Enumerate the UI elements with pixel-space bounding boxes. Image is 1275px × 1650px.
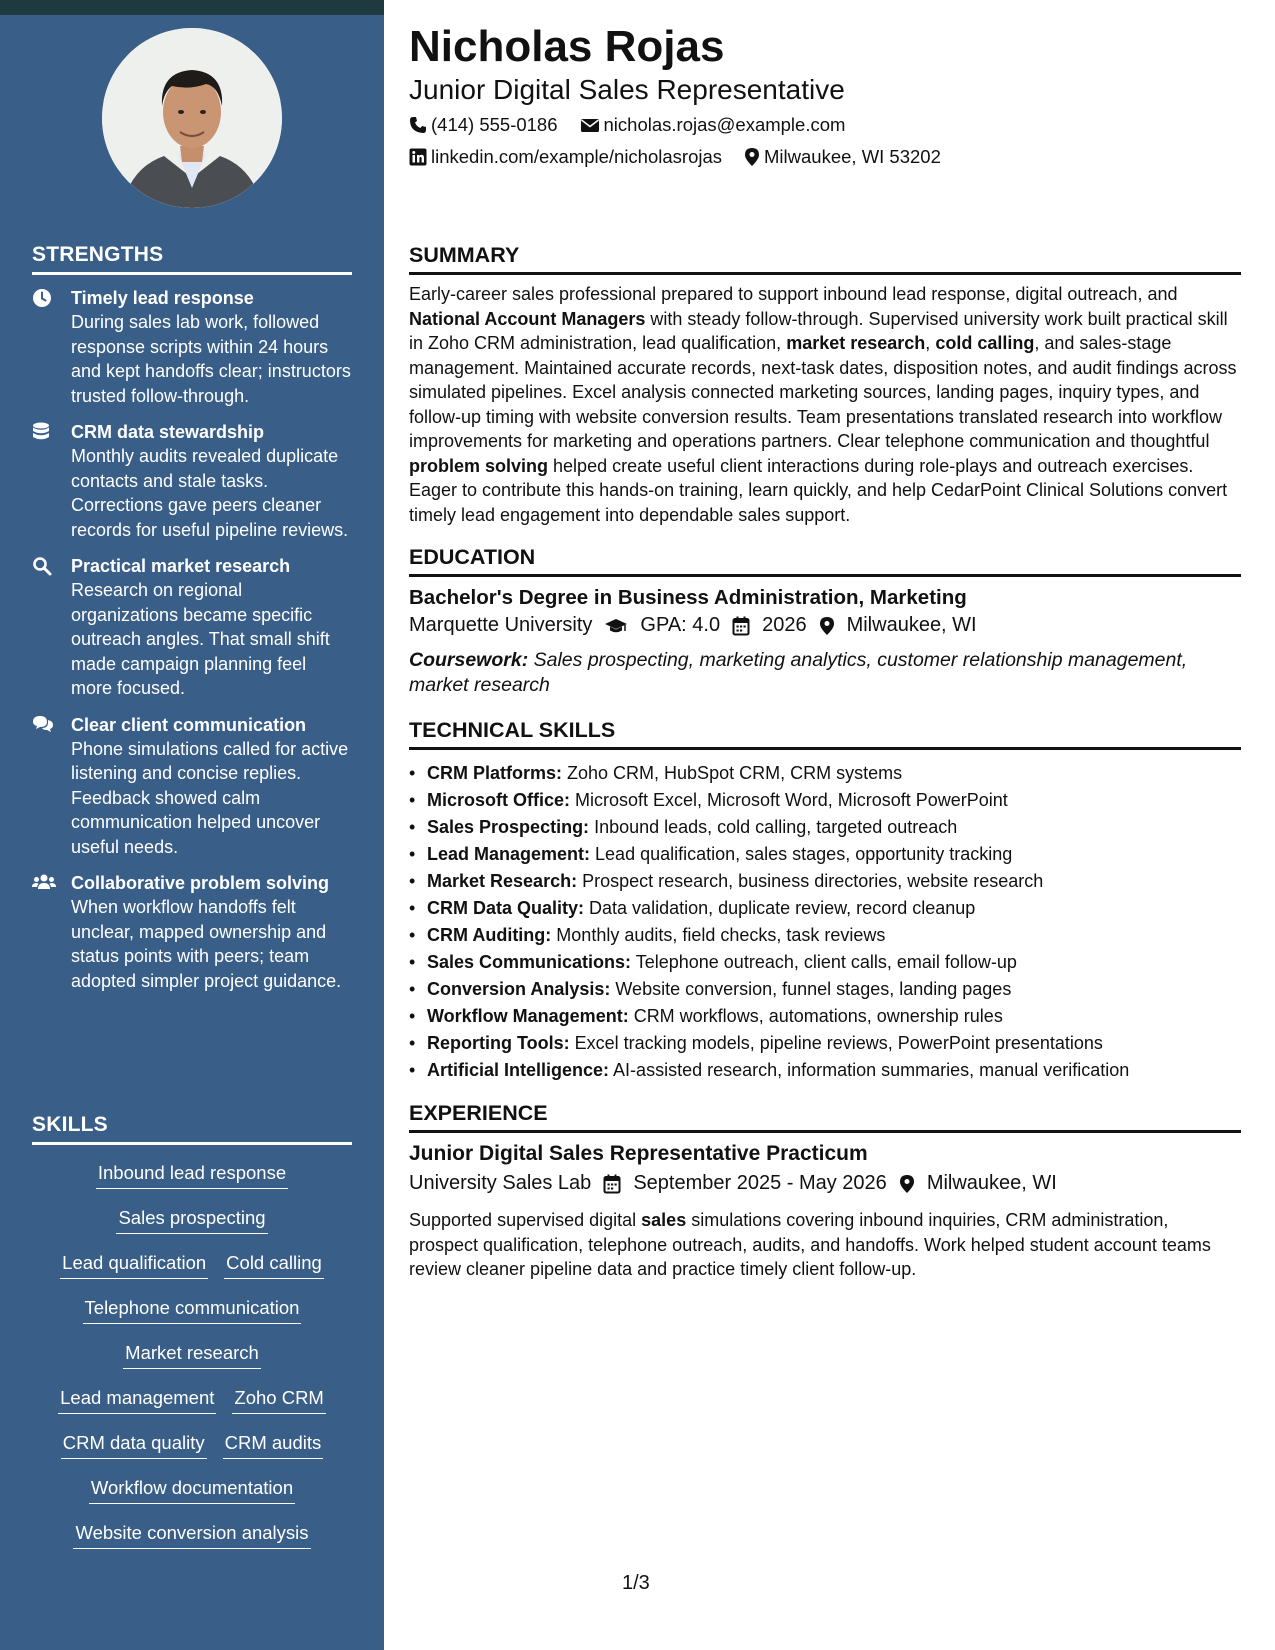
skill-tag: Market research (123, 1340, 261, 1369)
strength-item (32, 286, 352, 408)
location-contact (744, 146, 941, 168)
skill-tag: Telephone communication (83, 1295, 302, 1324)
education-meta (409, 614, 989, 637)
job-location: Milwaukee, WI (926, 1172, 1057, 1194)
gpa: GPA: 4.0 (640, 614, 721, 636)
degree-title: Bachelor's Degree in Business Administration, Marketing (409, 586, 967, 609)
list-item: • CRM Data Quality: Data validation, duplicate review, record cleanup (409, 895, 1241, 922)
strength-item (32, 871, 352, 993)
list-item: • CRM Platforms: Zoho CRM, HubSpot CRM, CRM systems (409, 760, 1241, 787)
email-address: nicholas.rojas@example.com (603, 114, 846, 135)
calendar-icon (603, 1174, 621, 1194)
strength-title: Timely lead response (71, 288, 254, 308)
coursework (409, 648, 1241, 697)
school-name: Marquette University (409, 614, 593, 636)
phone-number: (414) 555-0186 (431, 114, 558, 135)
list-item: • Workflow Management: CRM workflows, automations, ownership rules (409, 1003, 1241, 1030)
strength-description: When workflow handoffs felt unclear, mapped ownership and status points with peers; team adopted simpler project guidance. (71, 897, 342, 991)
users-icon (32, 873, 54, 893)
strength-description: Research on regional organizations became specific outreach angles. That small shift made campaign planning feel more focused. (71, 580, 330, 698)
summary-heading: SUMMARY (409, 243, 1241, 275)
list-item: • Reporting Tools: Excel tracking models, pipeline reviews, PowerPoint presentations (409, 1030, 1241, 1057)
strength-title: Collaborative problem solving (71, 873, 330, 893)
list-item: • Microsoft Office: Microsoft Excel, Microsoft Word, Microsoft PowerPoint (409, 787, 1241, 814)
strength-item (32, 420, 352, 542)
coursework-label: Coursework: (409, 649, 529, 671)
search-icon (32, 556, 54, 576)
list-item: • Sales Communications: Telephone outreach, client calls, email follow-up (409, 949, 1241, 976)
skill-tag: CRM data quality (61, 1430, 207, 1459)
list-item: • Market Research: Prospect research, business directories, website research (409, 868, 1241, 895)
database-icon (32, 422, 54, 442)
skill-tag: Workflow documentation (89, 1475, 295, 1504)
phone-icon (409, 116, 427, 134)
list-item: • CRM Auditing: Monthly audits, field checks, task reviews (409, 922, 1241, 949)
skill-tag: Lead qualification (60, 1250, 208, 1279)
strength-item (32, 713, 352, 860)
skills-heading: SKILLS (32, 1113, 352, 1145)
map-pin-icon (899, 1174, 915, 1194)
strength-title: Clear client communication (71, 714, 307, 735)
job-description: Supported supervised digital sales simulations covering inbound inquiries, CRM administration, prospect qualification, telephone outreach, audits, and handoffs. Work helped student account teams review cleaner pipeline data and practice timely client follow-up. (409, 1210, 1211, 1279)
job-dates: September 2025 - May 2026 (633, 1172, 887, 1194)
skill-tag: Sales prospecting (116, 1205, 267, 1234)
calendar-icon (732, 616, 750, 636)
linkedin-icon (409, 148, 427, 166)
sidebar-top-bar (0, 0, 384, 15)
linkedin-url: linkedin.com/example/nicholasrojas (431, 146, 723, 167)
job-title: Junior Digital Sales Representative Practicum (409, 1142, 868, 1165)
skill-tag: Inbound lead response (96, 1160, 288, 1189)
strength-item (32, 554, 352, 701)
experience-meta (409, 1172, 1069, 1195)
strengths-heading: STRENGTHS (32, 243, 352, 275)
technical-skills-list (409, 760, 1241, 1084)
summary-paragraph: Early-career sales professional prepared to support inbound lead response, digital outreach, and National Account Managers with steady follow-through. Supervised university work built practical skill in Zoho CRM administration, lead qualification, market research, cold calling, and sales-stage management. Maintained accurate records, next-task dates, disposition notes, and audit findings across simulated pipelines. Excel analysis connected marketing sources, landing pages, inquiry types, and follow-up timing with website conversion results. Team presentations translated research into workflow improvements for marketing and operations partners. Clear telephone communication and thoughtful problem solving helped create useful client interactions during role-plays and outreach exercises. Eager to contribute this hands-on training, learn quickly, and help CedarPoint Clinical Solutions convert timely lead engagement into dependable sales support. (409, 284, 1237, 525)
sidebar (0, 0, 384, 1650)
education-heading: EDUCATION (409, 545, 1241, 577)
experience-heading: EXPERIENCE (409, 1101, 1241, 1133)
comments-icon (32, 715, 54, 735)
phone-contact[interactable] (409, 114, 558, 136)
strength-title: Practical market research (71, 556, 291, 576)
strength-description: Monthly audits revealed duplicate contacts and stale tasks. Corrections gave peers cleaner records for useful pipeline reviews. (71, 446, 349, 540)
skill-tag: Zoho CRM (232, 1385, 325, 1414)
profile-photo (102, 28, 282, 208)
list-item: • Lead Management: Lead qualification, sales stages, opportunity tracking (409, 841, 1241, 868)
contact-row-1 (409, 114, 867, 136)
strength-title: CRM data stewardship (71, 422, 265, 442)
skill-tag: Lead management (58, 1385, 216, 1414)
skill-tag: CRM audits (223, 1430, 324, 1459)
graduation-year: 2026 (762, 614, 807, 636)
envelope-icon (580, 117, 600, 133)
clock-icon (32, 288, 54, 308)
location-text: Milwaukee, WI 53202 (764, 146, 941, 167)
list-item: • Conversion Analysis: Website conversion, funnel stages, landing pages (409, 976, 1241, 1003)
organization: University Sales Lab (409, 1172, 592, 1194)
candidate-role: Junior Digital Sales Representative (409, 74, 845, 105)
email-contact[interactable] (580, 114, 846, 136)
candidate-name: Nicholas Rojas (409, 22, 725, 71)
page-number: 1/3 (622, 1572, 650, 1594)
skill-tag: Website conversion analysis (73, 1520, 310, 1549)
coursework-list: Sales prospecting, marketing analytics, customer relationship management, market research (409, 649, 1188, 696)
map-pin-icon (744, 147, 760, 167)
graduation-cap-icon (604, 618, 628, 634)
strengths-list (32, 286, 352, 1005)
strength-description: Phone simulations called for active listening and concise replies. Feedback showed calm communication helped uncover useful needs. (71, 738, 349, 857)
skill-tag: Cold calling (224, 1250, 324, 1279)
contact-row-2 (409, 146, 963, 168)
linkedin-contact[interactable] (409, 146, 722, 168)
technical-skills-heading: TECHNICAL SKILLS (409, 718, 1241, 750)
school-location: Milwaukee, WI (846, 614, 977, 636)
strength-description: During sales lab work, followed response scripts within 24 hours and kept handoffs clear; instructors trusted follow-through. (71, 312, 351, 406)
list-item: • Artificial Intelligence: AI-assisted research, information summaries, manual verification (409, 1057, 1241, 1084)
list-item: • Sales Prospecting: Inbound leads, cold calling, targeted outreach (409, 814, 1241, 841)
map-pin-icon (819, 616, 835, 636)
skills-tag-cloud (32, 1160, 352, 1565)
